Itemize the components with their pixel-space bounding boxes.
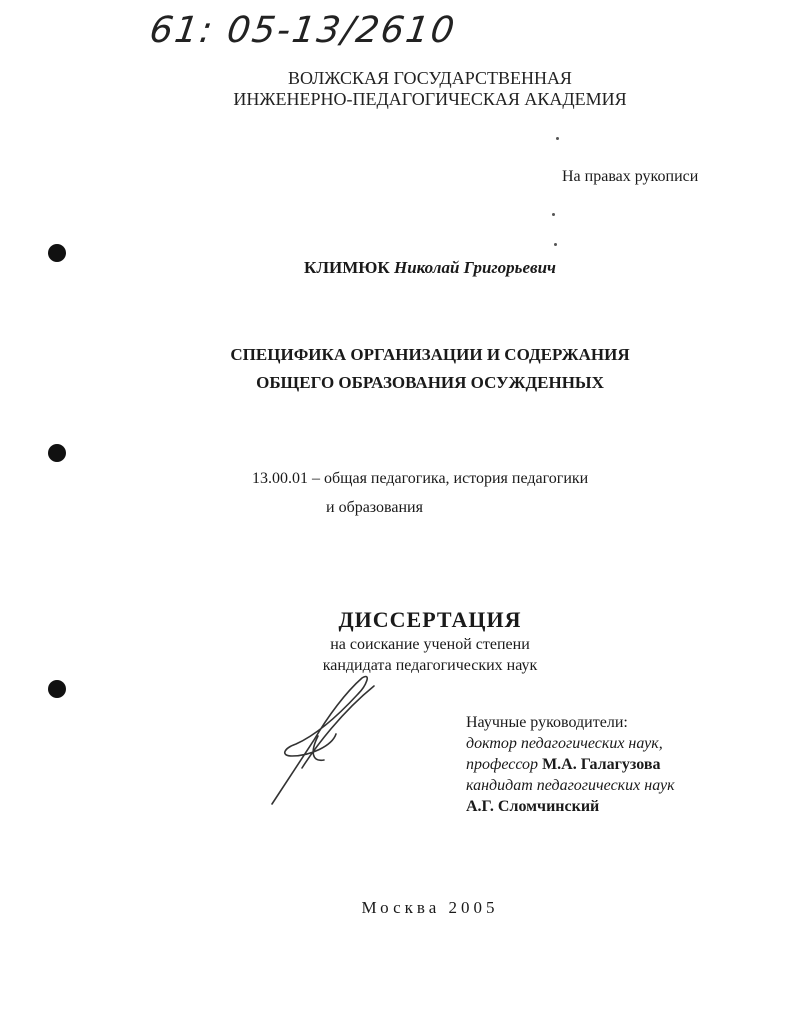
advisor-2-degree: кандидат педагогических наук xyxy=(466,777,675,794)
signature xyxy=(262,672,392,812)
institution-line-2: ИНЖЕНЕРНО-ПЕДАГОГИЧЕСКАЯ АКАДЕМИЯ xyxy=(233,89,627,109)
advisor-1-title: профессор xyxy=(466,756,539,773)
advisors-label: Научные руководители: xyxy=(466,714,628,731)
signature-stroke-1 xyxy=(272,677,367,804)
specialty-line-1: 13.00.01 – общая педагогика, история педагогики xyxy=(252,470,589,487)
author-name: Николай Григорьевич xyxy=(394,258,556,277)
binding-hole xyxy=(48,680,66,698)
institution-line-1: ВОЛЖСКАЯ ГОСУДАРСТВЕННАЯ xyxy=(288,68,572,88)
scan-speck xyxy=(554,243,557,246)
scan-speck xyxy=(556,137,559,140)
author-surname: КЛИМЮК xyxy=(304,258,390,277)
dissertation-title xyxy=(0,341,791,397)
title-line-2: ОБЩЕГО ОБРАЗОВАНИЯ ОСУЖДЕННЫХ xyxy=(256,373,604,392)
degree-line-1: на соискание ученой степени xyxy=(330,636,530,653)
degree-line-2: кандидата педагогических наук xyxy=(322,657,538,674)
city-year: Москва 2005 xyxy=(361,898,499,917)
advisor-1-degree: доктор педагогических наук, xyxy=(466,735,663,752)
signature-stroke-2 xyxy=(302,686,374,768)
archive-number: 61: 05-13/2610 xyxy=(147,10,459,51)
advisor-2-name: А.Г. Сломчинский xyxy=(466,798,600,815)
rights-note: На правах рукописи xyxy=(562,168,699,185)
scan-speck xyxy=(552,213,555,216)
specialty xyxy=(252,464,588,522)
advisor-1-name: М.А. Галагузова xyxy=(542,756,661,773)
title-line-1: СПЕЦИФИКА ОРГАНИЗАЦИИ И СОДЕРЖАНИЯ xyxy=(230,345,630,364)
dissertation-block xyxy=(0,606,791,676)
author xyxy=(0,258,791,278)
advisors xyxy=(466,712,675,817)
dissertation-heading: ДИССЕРТАЦИЯ xyxy=(338,607,522,632)
specialty-line-2: и образования xyxy=(326,499,423,516)
binding-hole xyxy=(48,444,66,462)
